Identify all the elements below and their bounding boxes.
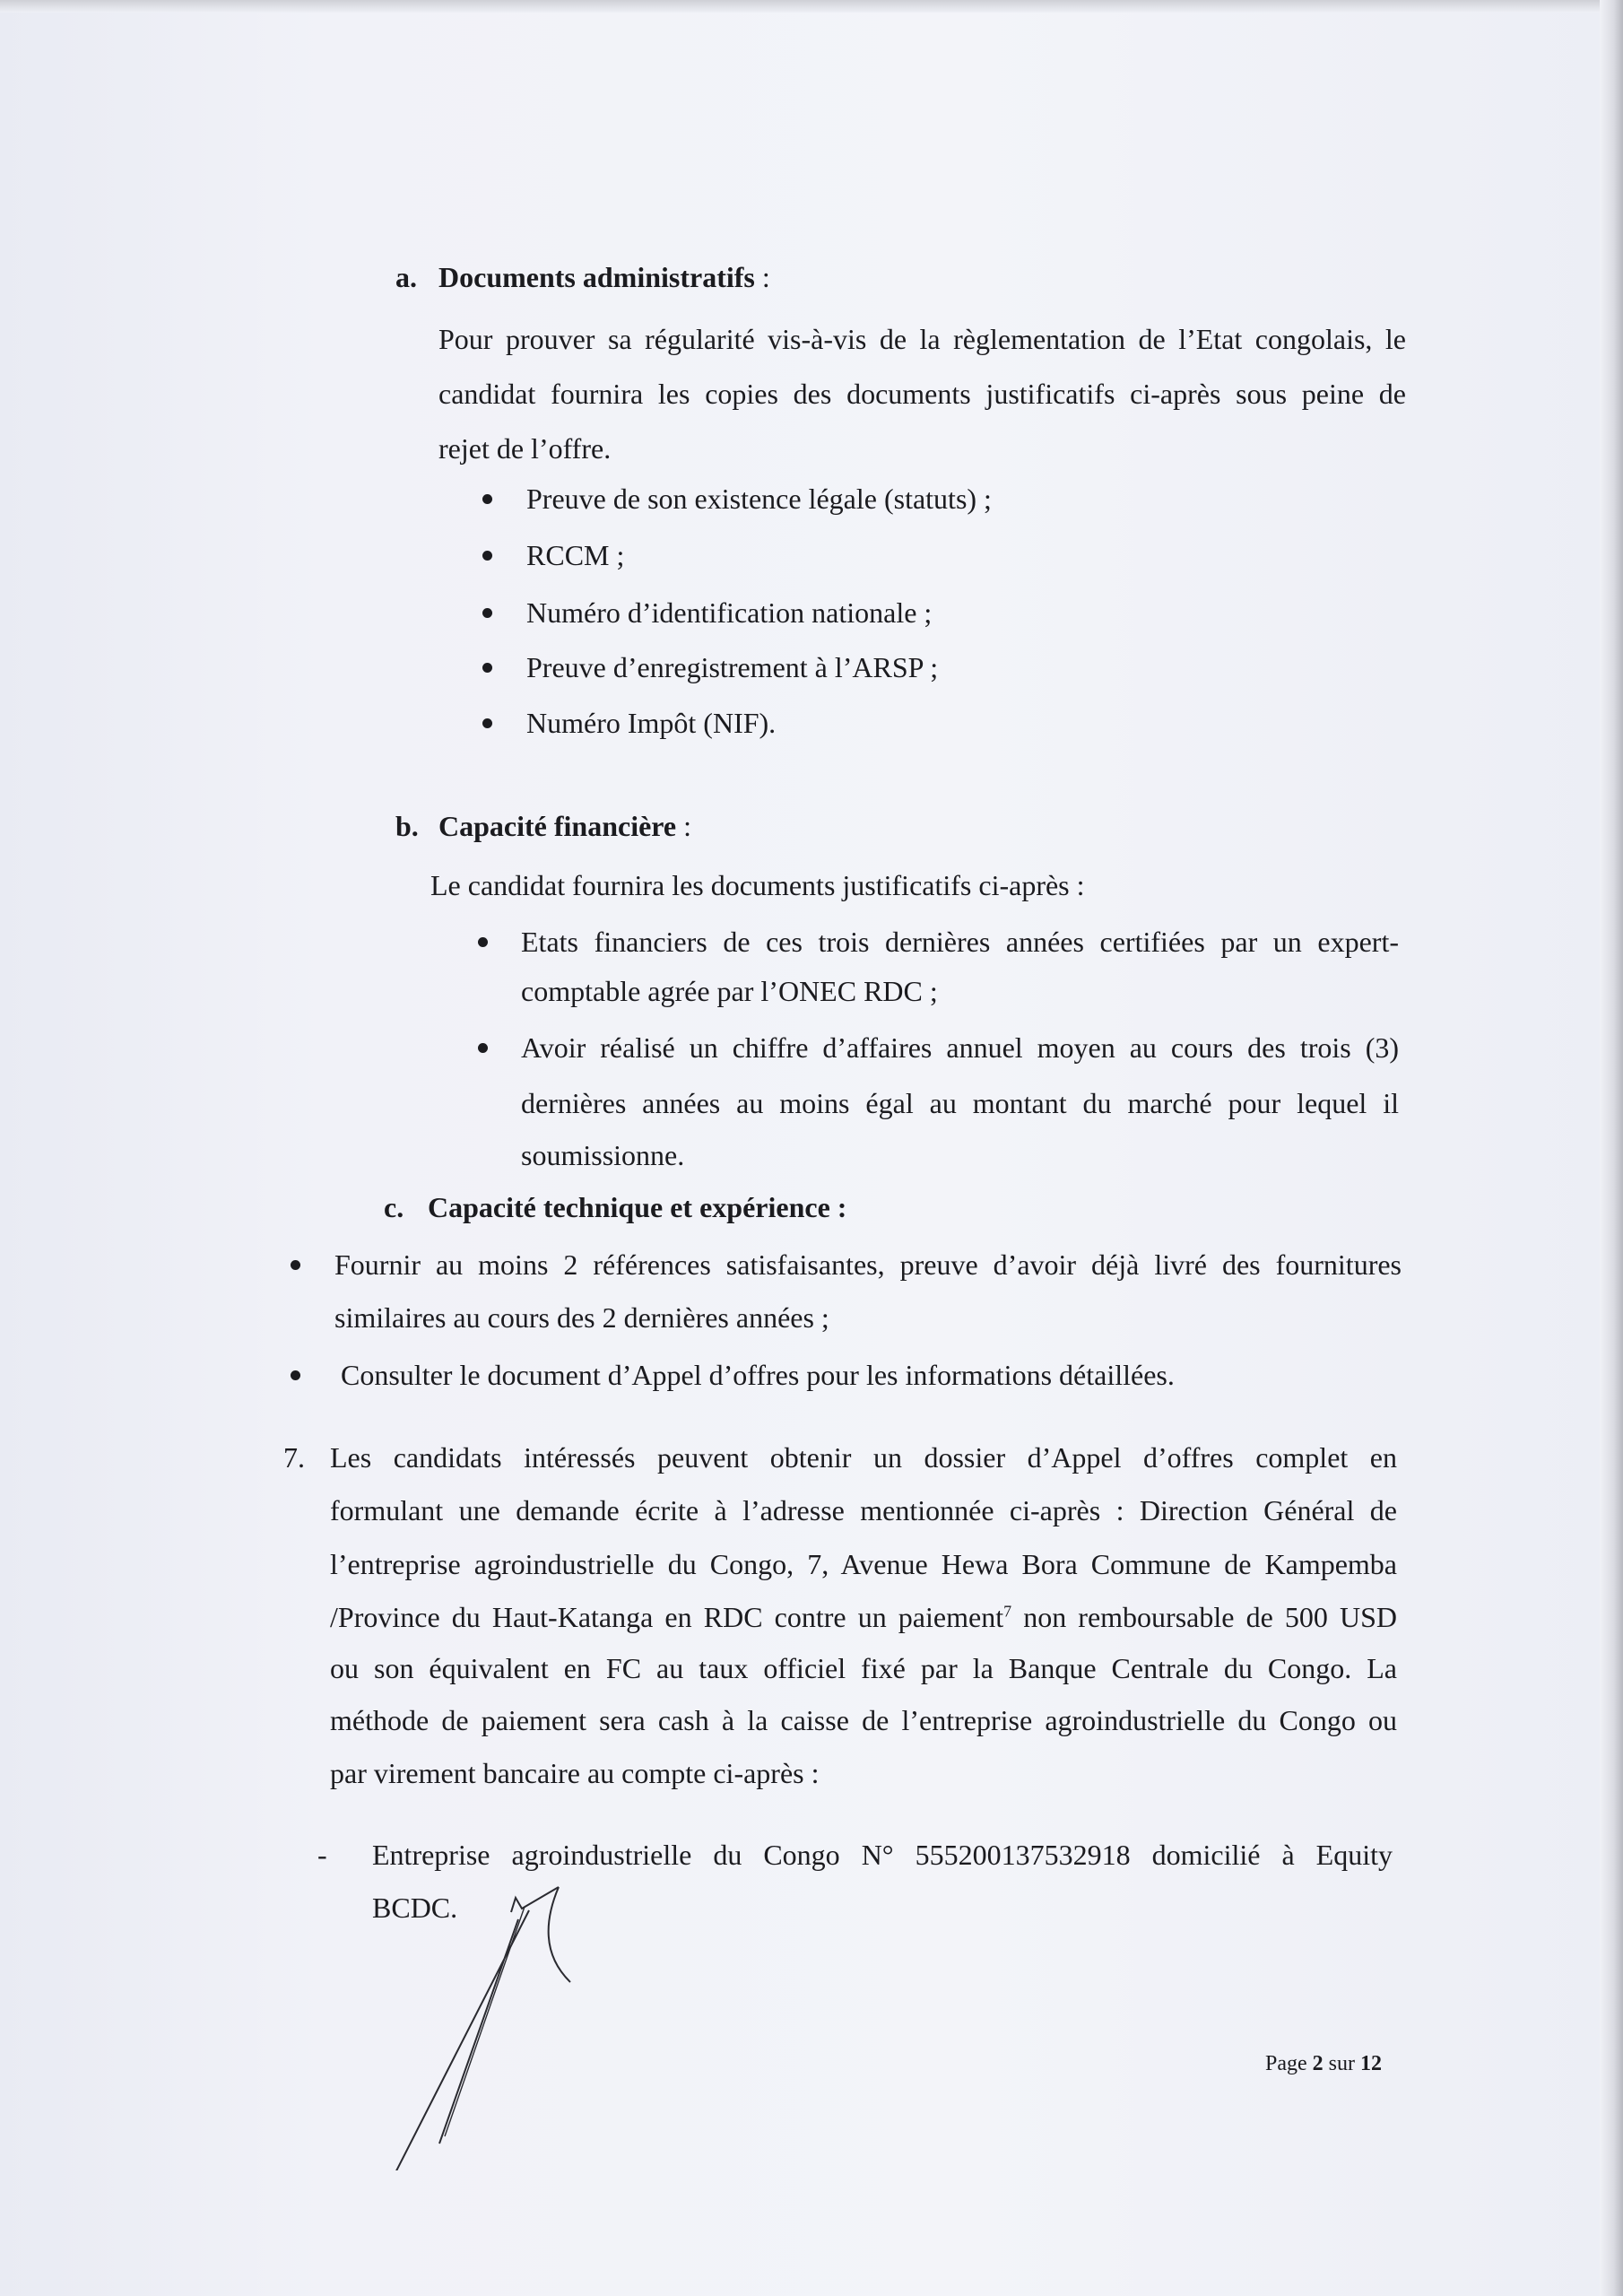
- bullet-icon: [291, 1260, 300, 1270]
- section-b-bullet-line: comptable agrée par l’ONEC RDC ;: [521, 975, 938, 1007]
- dash-bullet: -: [317, 1839, 327, 1871]
- section-a-bullet: Preuve d’enregistrement à l’ARSP ;: [526, 651, 939, 683]
- account-line: Entreprise agroindustrielle du Congo N° 555200137532918 domicilié à Equity: [372, 1839, 1393, 1871]
- signature: [359, 1883, 681, 2170]
- section-b-bullet-line: soumissionne.: [521, 1139, 685, 1171]
- section-c-bullet-line: Consulter le document d’Appel d’offres pour les informations détaillées.: [341, 1359, 1175, 1391]
- section-a-letter: a.: [395, 261, 417, 293]
- section-a-para-line: candidat fournira les copies des documents justificatifs ci-après sous peine de: [438, 378, 1406, 410]
- footnote-ref: 7: [1003, 1602, 1012, 1621]
- section-c-bullet-line: similaires au cours des 2 dernières années ;: [334, 1301, 829, 1334]
- item-7-line: formulant une demande écrite à l’adresse mentionnée ci-après : Direction Général de: [330, 1494, 1397, 1526]
- page-sep: sur: [1328, 2052, 1355, 2075]
- bullet-icon: [482, 551, 492, 561]
- item-7-line-text: non remboursable de 500 USD: [1011, 1601, 1398, 1633]
- bullet-icon: [482, 608, 492, 618]
- scan-edge-top: [0, 0, 1623, 13]
- section-b-title: Capacité financière: [438, 810, 677, 842]
- section-b-letter: b.: [395, 810, 419, 842]
- section-b-bullet-line: Avoir réalisé un chiffre d’affaires annuel moyen au cours des trois (3): [521, 1031, 1399, 1064]
- current-page: 2: [1312, 2052, 1324, 2075]
- section-b-bullet-line: dernières années au moins égal au montant du marché pour lequel il: [521, 1087, 1399, 1119]
- item-7-line: par virement bancaire au compte ci-après :: [330, 1757, 820, 1789]
- section-a-para-line: rejet de l’offre.: [438, 432, 612, 465]
- bullet-icon: [482, 663, 492, 673]
- item-7-line: méthode de paiement sera cash à la caisse de l’entreprise agroindustrielle du Congo ou: [330, 1704, 1397, 1736]
- scan-edge-right: [1600, 0, 1623, 2296]
- total-pages: 12: [1360, 2052, 1382, 2075]
- section-a-bullet: Numéro d’identification nationale ;: [526, 596, 933, 629]
- bullet-icon: [478, 1043, 488, 1053]
- bullet-icon: [482, 494, 492, 504]
- bullet-icon: [478, 937, 488, 947]
- section-c-heading: Capacité technique et expérience :: [428, 1191, 847, 1223]
- item-7-line: ou son équivalent en FC au taux officiel fixé par la Banque Centrale du Congo. La: [330, 1652, 1397, 1684]
- bullet-icon: [482, 718, 492, 728]
- page-number: [1265, 2052, 1382, 2076]
- item-7-line: l’entreprise agroindustrielle du Congo, 7, Avenue Hewa Bora Commune de Kampemba: [330, 1548, 1397, 1580]
- section-a-title: Documents administratifs: [438, 261, 755, 293]
- section-a-bullet: Numéro Impôt (NIF).: [526, 707, 777, 739]
- bullet-icon: [291, 1370, 300, 1380]
- section-a-bullet: RCCM ;: [526, 539, 625, 571]
- page-label: Page: [1265, 2052, 1307, 2075]
- item-7-number: 7.: [283, 1441, 305, 1474]
- section-a-bullet: Preuve de son existence légale (statuts) ;: [526, 483, 992, 515]
- colon: :: [676, 810, 692, 842]
- section-b-bullet-line: Etats financiers de ces trois dernières années certifiées par un expert-: [521, 926, 1399, 958]
- section-c-bullet-line: Fournir au moins 2 références satisfaisantes, preuve d’avoir déjà livré des fournitures: [334, 1248, 1402, 1281]
- section-a-para-line: Pour prouver sa régularité vis-à-vis de la règlementation de l’Etat congolais, le: [438, 323, 1406, 355]
- section-a-heading: [438, 249, 770, 305]
- account-line: BCDC.: [372, 1892, 458, 1924]
- item-7-line: Les candidats intéressés peuvent obtenir un dossier d’Appel d’offres complet en: [330, 1441, 1397, 1474]
- item-7-line: [330, 1589, 1397, 1645]
- item-7-line-text: /Province du Haut-Katanga en RDC contre un paiement: [330, 1601, 1004, 1633]
- section-c-letter: c.: [384, 1191, 404, 1223]
- section-b-heading: [438, 798, 691, 854]
- section-b-intro: Le candidat fournira les documents justificatifs ci-après :: [430, 869, 1085, 901]
- colon: :: [754, 261, 770, 293]
